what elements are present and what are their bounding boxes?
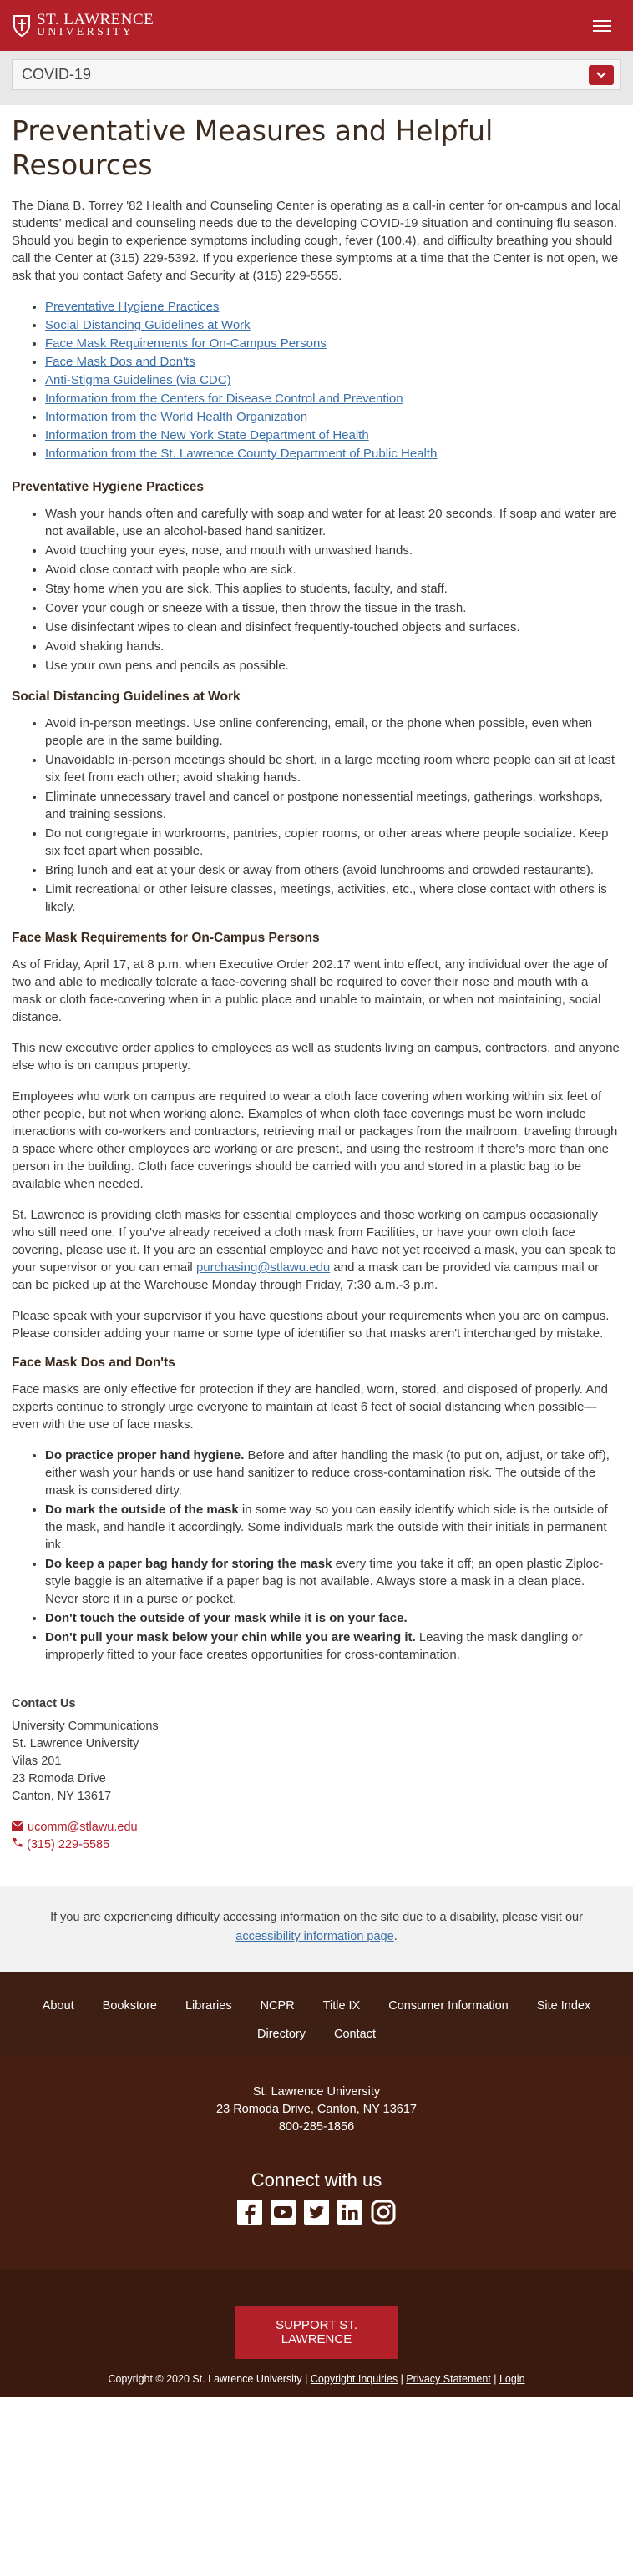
list-item: • Don't touch the outside of your mask while it is on your face. bbox=[45, 1609, 621, 1627]
link-cdc[interactable]: Information from the Centers for Disease Control and Prevention bbox=[45, 391, 403, 406]
footer-link-consumer-info[interactable]: Consumer Information bbox=[388, 1999, 509, 2013]
list-item: • Cover your cough or sneeze with a tissue, then throw the tissue in the trash. bbox=[45, 599, 621, 617]
contact-line: Canton, NY 13617 bbox=[12, 1790, 112, 1803]
list-item: • Do mark the outside of the mask in some way so you can easily identify which side is the outside of the mask, and handle it accordingly. Some individuals mark the outside with their initials in permanent ink. bbox=[45, 1501, 621, 1553]
distancing-heading: Social Distancing Guidelines at Work bbox=[12, 689, 241, 704]
section-select[interactable] bbox=[12, 59, 621, 90]
link-distancing[interactable]: Social Distancing Guidelines at Work bbox=[45, 318, 251, 332]
support-button[interactable]: SUPPORT ST. LAWRENCE bbox=[235, 2306, 398, 2359]
resource-links bbox=[12, 298, 621, 463]
list-item: • Do not congregate in workrooms, pantries, copier rooms, or other areas where people socialize. Keep six feet apart when possible. bbox=[45, 825, 621, 860]
list-item: • Wash your hands often and carefully with soap and water for at least 20 seconds. If soap and water are not available, use an alcohol-based hand sanitizer. bbox=[45, 505, 621, 540]
resource-link-item bbox=[45, 427, 621, 445]
logo-line1: ST. LAWRENCE bbox=[37, 10, 154, 28]
mask-req-paragraph-1: As of Friday, April 17, at 8 p.m. when Executive Order 202.17 went into effect, any individual over the age of two and able to medically tolerate a face-covering shall be required to cover their nose and mouth with a mask or cloth face-covering when in a public place and unable to maintain, or when not maintaining, social distance. bbox=[12, 957, 609, 1024]
list-item: • Use your own pens and pencils as possible. bbox=[45, 657, 621, 674]
logo-line2: UNIVERSITY bbox=[37, 25, 134, 38]
purchasing-email-link[interactable]: purchasing@stlawu.edu bbox=[195, 1260, 331, 1275]
list-item: • Eliminate unnecessary travel and cancel or postpone nonessential meetings, gatherings, workshops, and training sessions. bbox=[45, 788, 621, 823]
footer-link-contact[interactable]: Contact bbox=[334, 2028, 376, 2041]
copyright-inquiries-link[interactable]: Copyright Inquiries bbox=[310, 2373, 398, 2385]
list-item: • Don't pull your mask below your chin while you are wearing it. Leaving the mask dangling or improperly fitted to your face creates opportunities for cross-contamination. bbox=[45, 1629, 621, 1664]
contact-block bbox=[0, 1695, 633, 1854]
contact-phone-link[interactable]: (315) 229-5585 bbox=[27, 1838, 110, 1851]
intro-paragraph: The Diana B. Torrey '82 Health and Counseling Center is operating as a call-in center for on-campus and local students' medical and counseling needs due to the developing COVID-19 situation and continuing flu season. Should you begin to experience symptoms including cough, fever (100.4), and difficulty breathing you should call the Center at (315) 229-5392. If you experience these symptoms at a time that the Center is not open, we ask that you contact Safety and Security at (315) 229-5555. bbox=[12, 199, 621, 283]
list-item: • Bring lunch and eat at your desk or away from others (avoid lunchrooms and crowded restaurants). bbox=[45, 861, 621, 879]
university-logo[interactable] bbox=[12, 10, 154, 38]
hygiene-heading: Preventative Hygiene Practices bbox=[12, 480, 205, 494]
list-item: • Do keep a paper bag handy for storing the mask every time you take it off; an open plastic Ziploc-style baggie is an alternative if a paper bag is not available. Always store a mask in a clean place. Never store it in a purse or pocket. bbox=[45, 1555, 621, 1608]
copyright-line: Copyright © 2020 St. Lawrence University | Copyright Inquiries | Privacy Statement | Login bbox=[108, 2373, 525, 2385]
hygiene-list bbox=[12, 505, 621, 674]
footer-address: 23 Romoda Drive, Canton, NY 13617 bbox=[216, 2103, 417, 2116]
resource-link-item bbox=[45, 390, 621, 408]
contact-line: Vilas 201 bbox=[12, 1755, 62, 1768]
link-nys-doh[interactable]: Information from the New York State Department of Health bbox=[45, 428, 369, 442]
shield-logo-icon bbox=[12, 13, 32, 38]
login-link[interactable]: Login bbox=[499, 2373, 525, 2385]
list-item: • Do practice proper hand hygiene. Before and after handling the mask (to put on, adjust, or take off), either wash your hands or use hand sanitizer to reduce cross-contamination risk. The outside of the mask is considered dirty. bbox=[45, 1447, 621, 1499]
linkedin-icon[interactable] bbox=[337, 2199, 363, 2225]
mask-dos-intro: Face masks are only effective for protection if they are handled, worn, stored, and disposed of properly. And experts continue to strongly urge everyone to maintain at least 6 feet of social distancing when possible—even with the use of face masks. bbox=[12, 1382, 609, 1432]
footer-link-title-ix[interactable]: Title IX bbox=[322, 1999, 361, 2013]
youtube-icon[interactable] bbox=[270, 2199, 296, 2225]
list-item: • Use disinfectant wipes to clean and disinfect frequently-touched objects and surfaces. bbox=[45, 619, 621, 636]
chevron-down-icon[interactable] bbox=[589, 65, 614, 85]
footer-link-directory[interactable]: Directory bbox=[257, 2028, 306, 2041]
footer-phone: 800-285-1856 bbox=[278, 2120, 355, 2134]
footer-university-name: St. Lawrence University bbox=[252, 2085, 381, 2099]
link-anti-stigma[interactable]: Anti-Stigma Guidelines (via CDC) bbox=[45, 373, 231, 387]
twitter-icon[interactable] bbox=[303, 2199, 330, 2225]
link-who[interactable]: Information from the World Health Organization bbox=[45, 410, 308, 424]
mask-requirements-heading: Face Mask Requirements for On-Campus Persons bbox=[12, 931, 320, 945]
mask-dos-heading: Face Mask Dos and Don'ts bbox=[12, 1356, 175, 1370]
footer-main bbox=[0, 2055, 633, 2269]
resource-link-item bbox=[45, 298, 621, 316]
site-header bbox=[0, 0, 633, 51]
mask-req-paragraph-5: Please speak with your supervisor if you have questions about your requirements when you are on campus. Please consider adding your name or some type of identifier so that masks aren't interchanged by mistake. bbox=[12, 1309, 610, 1341]
main-content bbox=[0, 114, 633, 1664]
list-item: • Avoid touching your eyes, nose, and mouth with unwashed hands. bbox=[45, 542, 621, 559]
social-links bbox=[17, 2199, 616, 2225]
list-item: • Avoid in-person meetings. Use online conferencing, email, or the phone when possible, even when people are in the same building. bbox=[45, 715, 621, 750]
resource-link-item bbox=[45, 408, 621, 427]
contact-line: 23 Romoda Drive bbox=[12, 1772, 106, 1786]
footer-link-libraries[interactable]: Libraries bbox=[185, 1999, 232, 2013]
resource-link-item bbox=[45, 445, 621, 463]
link-hygiene[interactable]: Preventative Hygiene Practices bbox=[45, 300, 220, 314]
link-county-doh[interactable]: Information from the St. Lawrence County Department of Public Health bbox=[45, 447, 438, 461]
footer-link-ncpr[interactable]: NCPR bbox=[260, 1999, 295, 2013]
accessibility-link[interactable]: accessibility information page bbox=[235, 1930, 394, 1943]
link-mask-dos[interactable]: Face Mask Dos and Don'ts bbox=[45, 355, 195, 369]
phone-icon bbox=[12, 1836, 23, 1854]
resource-link-item bbox=[45, 353, 621, 371]
instagram-icon[interactable] bbox=[370, 2199, 397, 2225]
mask-dos-list bbox=[12, 1447, 621, 1664]
list-item: • Unavoidable in-person meetings should be short, in a large meeting room where people can sit at least six feet from each other; avoid shaking hands. bbox=[45, 751, 621, 786]
contact-phone-row bbox=[12, 1836, 621, 1854]
footer-link-site-index[interactable]: Site Index bbox=[536, 1999, 591, 2013]
footer-link-about[interactable]: About bbox=[42, 1999, 74, 2013]
connect-heading: Connect with us bbox=[251, 2169, 382, 2190]
footer-nav bbox=[0, 1972, 633, 2055]
copyright-text: Copyright © 2020 St. Lawrence University bbox=[108, 2373, 302, 2385]
privacy-statement-link[interactable]: Privacy Statement bbox=[406, 2373, 491, 2385]
page-title: Preventative Measures and Helpful Resources bbox=[12, 114, 494, 181]
distancing-list bbox=[12, 715, 621, 916]
footer-link-bookstore[interactable]: Bookstore bbox=[102, 1999, 157, 2013]
contact-email-link[interactable]: ucomm@stlawu.edu bbox=[28, 1821, 138, 1834]
mask-req-paragraph-4: St. Lawrence is providing cloth masks for essential employees and those working on campus occasionally who still need one. If you've already received a cloth mask from Facilities, or have your own cloth face covering, please use it. If you are an essential employee and have not yet received a mask, you can speak to your supervisor or you can email purchasing@stlawu.edu and a mask can be provided via campus mail or can be picked up at the Warehouse Monday through Friday, 7:30 a.m.-3 p.m. bbox=[12, 1208, 616, 1292]
list-item: • Avoid shaking hands. bbox=[45, 638, 621, 655]
contact-line: University Communications bbox=[12, 1720, 159, 1733]
list-item: • Avoid close contact with people who are sick. bbox=[45, 561, 621, 578]
list-item: • Limit recreational or other leisure classes, meetings, activities, etc., where close contact with others is likely. bbox=[45, 881, 621, 916]
resource-link-item bbox=[45, 316, 621, 335]
contact-heading: Contact Us bbox=[12, 1697, 76, 1710]
resource-link-item bbox=[45, 371, 621, 390]
mask-req-paragraph-2: This new executive order applies to employees as well as students living on campus, contractors, and anyone else who is on campus property. bbox=[12, 1041, 620, 1073]
section-select-value: COVID-19 bbox=[22, 66, 92, 83]
link-mask-requirements[interactable]: Face Mask Requirements for On-Campus Persons bbox=[45, 336, 327, 351]
envelope-icon bbox=[12, 1819, 23, 1836]
section-nav bbox=[0, 51, 633, 105]
contact-line: St. Lawrence University bbox=[12, 1737, 139, 1750]
list-item: • Stay home when you are sick. This applies to students, faculty, and staff. bbox=[45, 580, 621, 598]
footer-bottom bbox=[0, 2269, 633, 2397]
contact-email-row bbox=[12, 1819, 621, 1836]
facebook-icon[interactable] bbox=[236, 2199, 263, 2225]
resource-link-item bbox=[45, 335, 621, 353]
hamburger-icon[interactable] bbox=[593, 20, 611, 32]
mask-req-paragraph-3: Employees who work on campus are required to wear a cloth face covering when working within six feet of other people, but not when working alone. Examples of when cloth face coverings must be worn include interactions with co-workers and contractors, retrieving mail or packages from the mailroom, traveling through a space where other employees are working or are present, and using the restroom if there's more than one person in the building. Cloth face coverings should be carried with you and stored in a plastic bag to be available when needed. bbox=[12, 1089, 618, 1191]
accessibility-notice: If you are experiencing difficulty accessing information on the site due to a disability, please visit our accessibility information page. bbox=[0, 1886, 633, 1972]
